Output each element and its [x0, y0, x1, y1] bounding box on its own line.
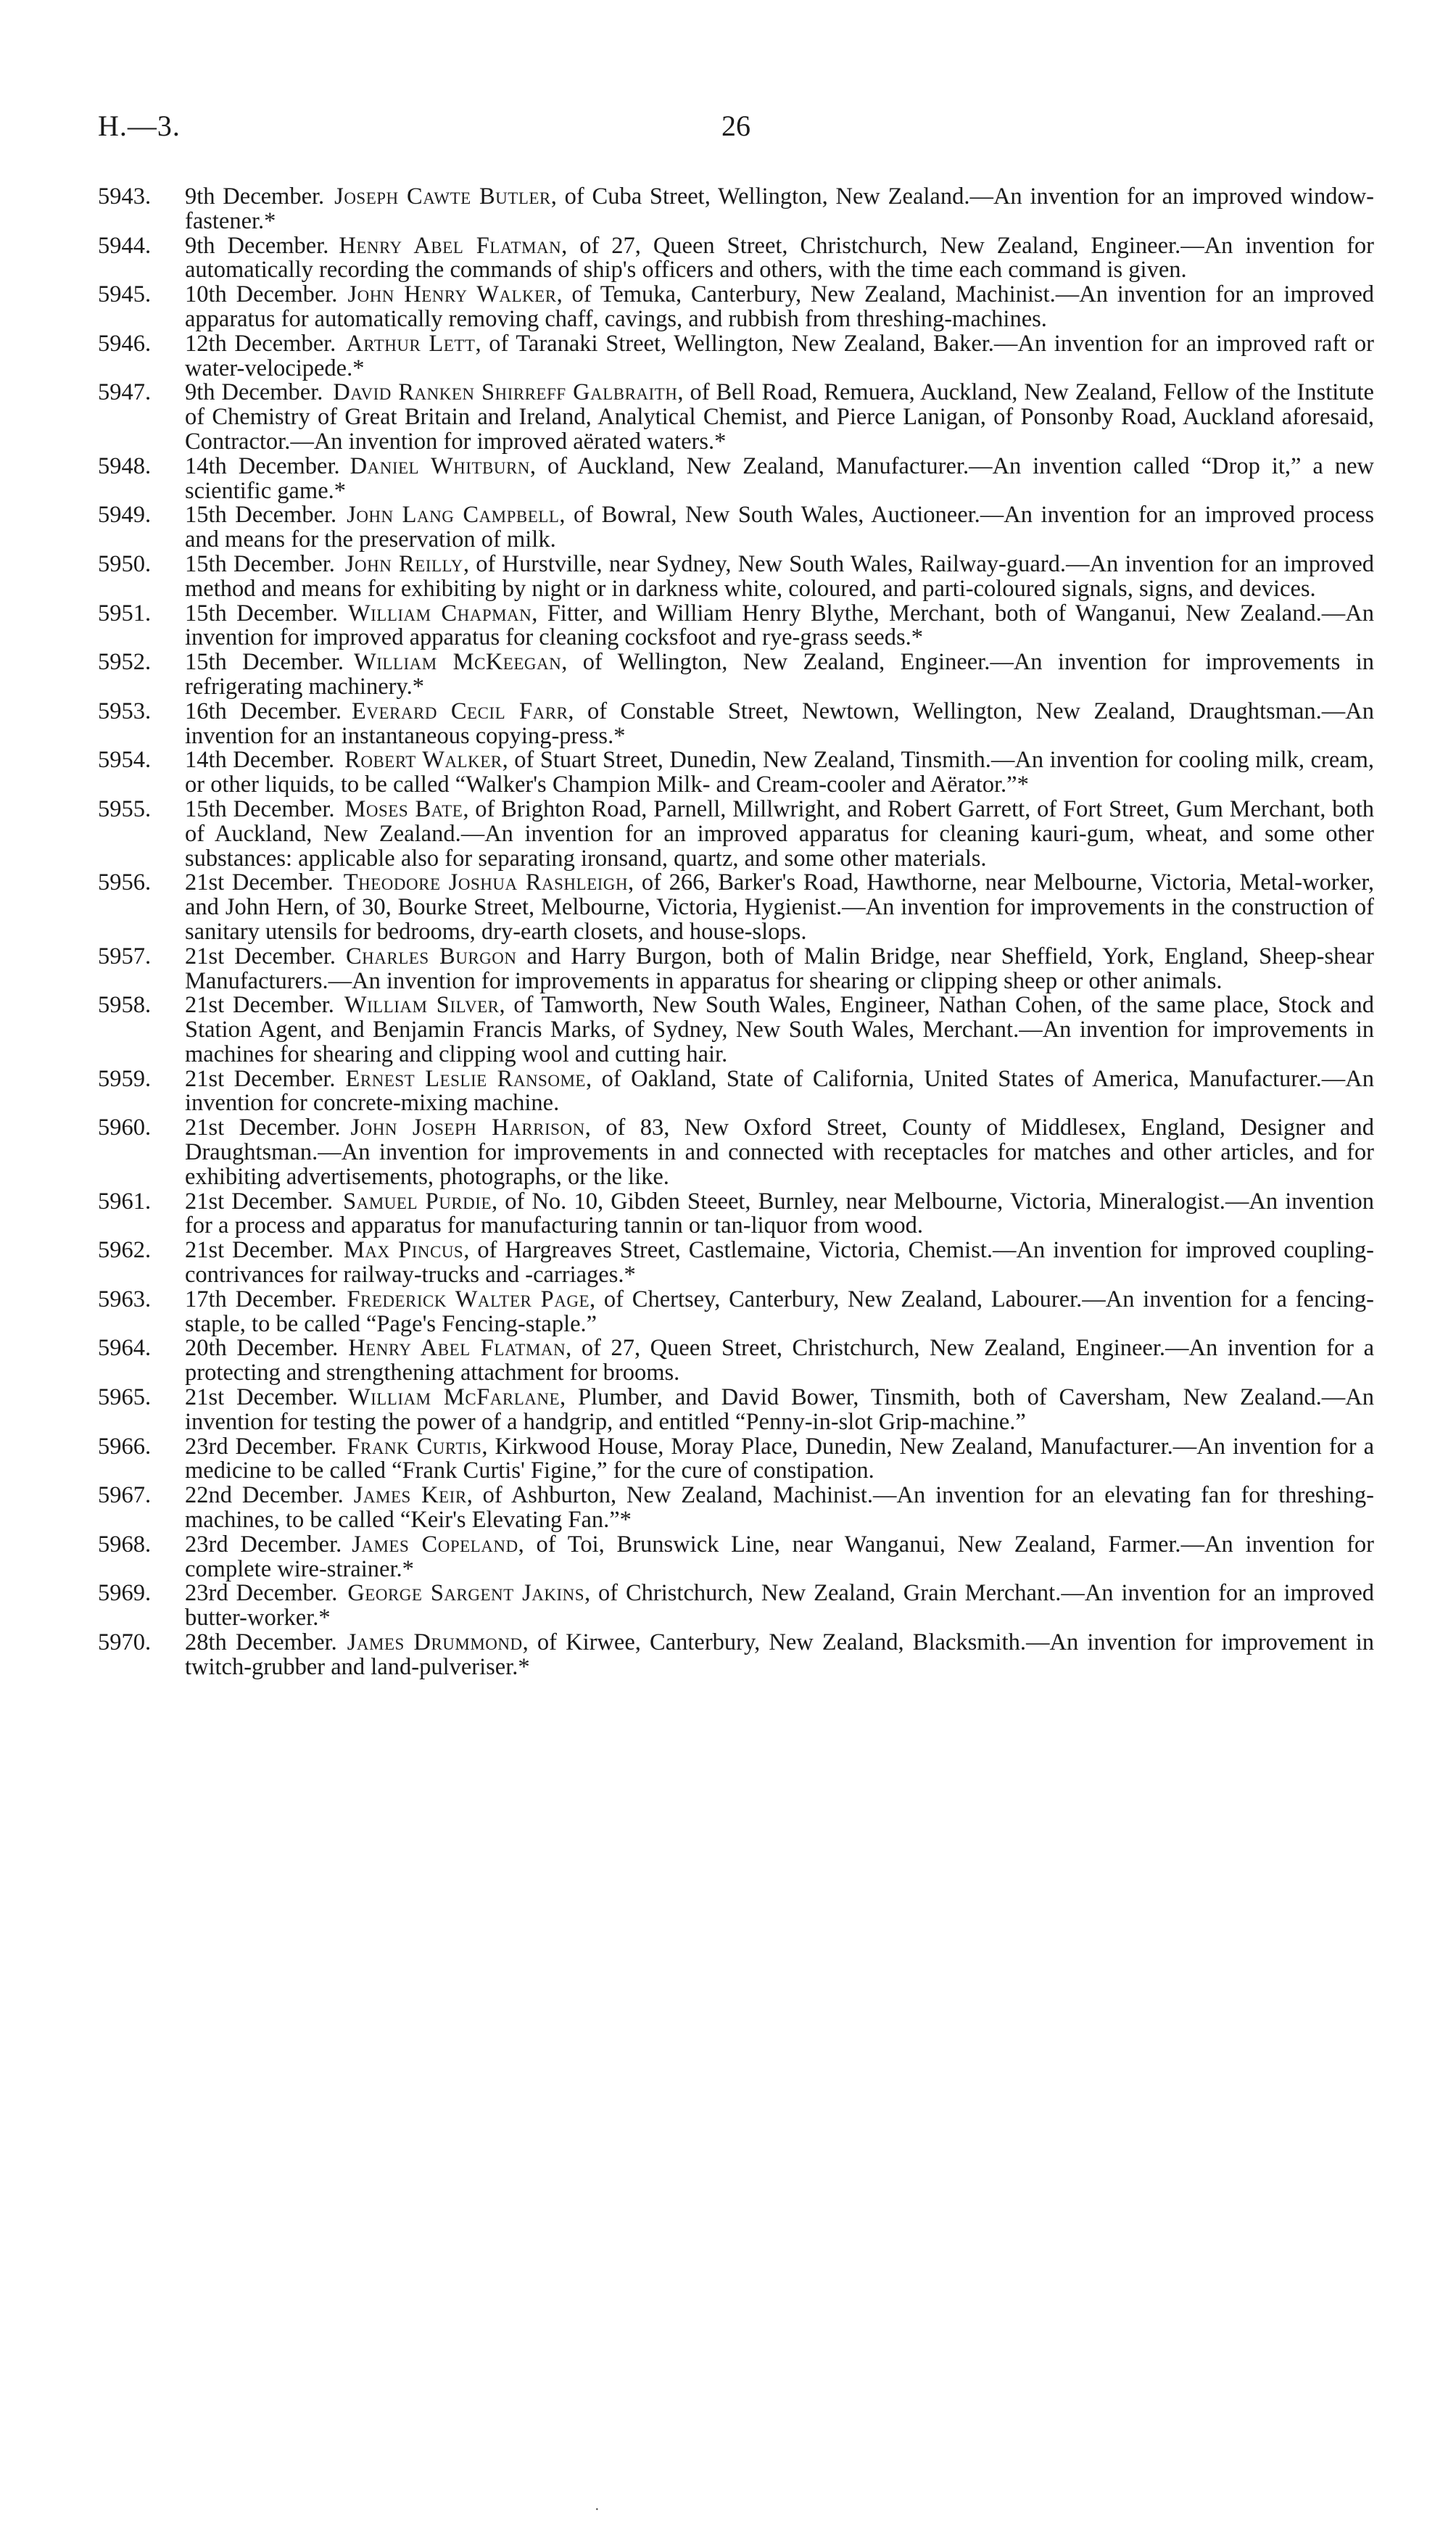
patent-entry [98, 1067, 1374, 1117]
applicant-name: Ernest Leslie Ransome [345, 1065, 586, 1092]
entry-description: , of Cuba Street, Wellington, New Zealand.—An invention for an improved window-fastener.* [185, 183, 1374, 234]
entry-number: 5961. [98, 1188, 152, 1215]
entry-description: , Kirkwood House, Moray Place, Dunedin, New Zealand, Manufacturer.—An invention for a medicine to be called “Frank Curtis' Figine,” for the cure of constipation. [185, 1433, 1374, 1484]
entry-body [185, 602, 1374, 651]
entry-date: 15th December. [185, 649, 344, 676]
entry-description: , of 83, New Oxford Street, County of Middlesex, England, Designer and Draughtsman.—An invention for improvements in and connected with receptacles for matches and other articles, and for exhibiting advertisements, photographs, or the like. [185, 1115, 1374, 1190]
entry-body [185, 1435, 1374, 1484]
entry-body [185, 1386, 1374, 1435]
patent-entry [98, 381, 1374, 454]
entry-date: 21st December. [185, 1065, 336, 1092]
entry-description: , of 27, Queen Street, Christchurch, New Zealand, Engineer.—An invention for a protecting and strengthening attachment for brooms. [185, 1335, 1374, 1386]
patent-entry [98, 1190, 1374, 1239]
entry-date: 14th December. [185, 452, 340, 479]
patent-entry [98, 602, 1374, 651]
entry-body [185, 503, 1374, 553]
patent-entry [98, 550, 1374, 602]
entry-number: 5960. [98, 1115, 152, 1141]
applicant-name: John Joseph Harrison [350, 1115, 585, 1141]
entry-description: , of Christchurch, New Zealand, Grain Merchant.—An invention for an improved butter-worker.* [185, 1580, 1374, 1632]
entry-description: , of Wellington, New Zealand, Engineer.—An invention for improvements in refrigerating machinery.* [185, 649, 1374, 700]
entry-number: 5955. [98, 795, 152, 822]
entry-number: 5965. [98, 1384, 152, 1411]
applicant-name: David Ranken Shirreff Galbraith [333, 379, 678, 406]
applicant-name: Henry Abel Flatman [348, 1335, 566, 1362]
entry-date: 9th December. [185, 379, 323, 406]
applicant-name: Henry Abel Flatman [339, 232, 562, 259]
entry-number: 5953. [98, 698, 152, 724]
entry-body [185, 1116, 1374, 1189]
patent-entry [98, 1238, 1374, 1288]
patent-entry [98, 795, 1374, 872]
applicant-name: Daniel Whitburn [349, 452, 530, 479]
page-number: 26 [721, 109, 750, 142]
entry-description: , of Hargreaves Street, Castlemaine, Victoria, Chemist.—An invention for improved coupling-contrivances for railway-trucks and -carriages.* [185, 1237, 1374, 1289]
applicant-name: Charles Burgon [345, 943, 517, 969]
patent-entry [98, 945, 1374, 994]
patent-entry [98, 1116, 1374, 1189]
entry-description: , of Stuart Street, Dunedin, New Zealand, Tinsmith.—An invention for cooling milk, cream, or other liquids, to be called “Walker's Champion Milk- and Cream-cooler and Aërator.”* [185, 747, 1375, 798]
entry-date: 21st December. [185, 992, 334, 1019]
applicant-name: Moses Bate [344, 795, 463, 822]
entry-date: 14th December. [185, 747, 335, 774]
applicant-name: William McFarlane [347, 1384, 561, 1411]
entry-date: 20th December. [185, 1335, 339, 1362]
entry-number: 5951. [98, 600, 152, 626]
entry-number: 5968. [98, 1531, 152, 1558]
document-reference: H.—3. [98, 109, 181, 142]
patent-entry [98, 185, 1374, 234]
entry-number: 5947. [98, 379, 152, 406]
entry-date: 17th December. [185, 1286, 337, 1312]
entry-body [185, 283, 1374, 332]
applicant-name: Arthur Lett [346, 330, 476, 357]
entry-number: 5958. [98, 992, 152, 1019]
entry-description: , of Bowral, New South Wales, Auctioneer.—An invention for an improved process and means for the preservation of milk. [185, 502, 1375, 553]
entry-number: 5962. [98, 1237, 152, 1264]
entry-body [185, 945, 1374, 994]
applicant-name: James Drummond [347, 1629, 523, 1656]
entry-date: 23rd December. [185, 1531, 342, 1558]
entry-date: 15th December. [185, 795, 335, 822]
applicant-name: John Reilly [344, 550, 463, 577]
entry-body [185, 234, 1374, 284]
entry-date: 9th December. [185, 183, 325, 210]
patent-entry [98, 1386, 1374, 1435]
entry-body [185, 700, 1374, 749]
applicant-name: George Sargent Jakins [347, 1580, 585, 1607]
applicant-name: Theodore Joshua Rashleigh [343, 869, 628, 896]
entry-body [185, 1288, 1374, 1337]
entry-body [185, 1533, 1374, 1582]
entry-description: , of Toi, Brunswick Line, near Wanganui, New Zealand, Farmer.—An invention for complete wire-strainer.* [185, 1531, 1374, 1582]
entry-date: 9th December. [185, 232, 329, 259]
applicant-name: James Keir [353, 1482, 467, 1509]
patent-entry [98, 748, 1374, 798]
footer-dot: · [595, 2502, 600, 2518]
applicant-name: Samuel Purdie [343, 1188, 492, 1215]
entry-number: 5966. [98, 1433, 152, 1460]
applicant-name: Joseph Cawte Butler [334, 183, 551, 210]
entry-date: 15th December. [185, 600, 338, 626]
patent-entry [98, 234, 1374, 284]
entry-number: 5948. [98, 452, 152, 479]
patent-entry [98, 1288, 1374, 1337]
entry-body [185, 1484, 1374, 1533]
entry-description: , of Kirwee, Canterbury, New Zealand, Blacksmith.—An invention for improvement in twitch-grubber and land-pulveriser.* [185, 1629, 1374, 1680]
entry-date: 15th December. [185, 502, 337, 529]
entry-body [185, 795, 1374, 872]
patent-entry-list [98, 185, 1374, 1680]
applicant-name: Robert Walker [344, 747, 502, 774]
entry-number: 5950. [98, 550, 152, 577]
entry-body [185, 452, 1374, 504]
entry-date: 12th December. [185, 330, 336, 357]
patent-entry [98, 1484, 1374, 1533]
entry-date: 28th December. [185, 1629, 337, 1656]
patent-entry [98, 452, 1374, 504]
entry-date: 16th December. [185, 698, 342, 724]
entry-number: 5946. [98, 330, 152, 357]
entry-date: 10th December. [185, 281, 338, 308]
patent-entry [98, 283, 1374, 332]
entry-date: 15th December. [185, 550, 335, 577]
entry-description: , of 266, Barker's Road, Hawthorne, near Melbourne, Victoria, Metal-worker, and John Hern, of 30, Bourke Street, Melbourne, Victoria, Hygienist.—An invention for improvements in the construction of sanitary utensils for bedrooms, dry-earth closets, and house-slops. [185, 869, 1374, 945]
patent-entry [98, 1533, 1374, 1582]
entry-number: 5964. [98, 1335, 152, 1362]
entry-description: , of No. 10, Gibden Steeet, Burnley, near Melbourne, Victoria, Mineralogist.—An invention for a process and apparatus for manufacturing tannin or tan-liquor from wood. [185, 1188, 1374, 1239]
entry-number: 5956. [98, 869, 152, 896]
applicant-name: William Silver [344, 992, 500, 1019]
entry-description: , of Taranaki Street, Wellington, New Zealand, Baker.—An invention for an improved raft or water-velocipede.* [185, 330, 1374, 381]
patent-entry [98, 871, 1374, 944]
entry-number: 5945. [98, 281, 152, 308]
entry-number: 5959. [98, 1065, 152, 1092]
entry-description: , of Auckland, New Zealand, Manufacturer.—An invention called “Drop it,” a new scientific game.* [185, 452, 1374, 504]
entry-date: 22nd December. [185, 1482, 344, 1509]
entry-description: , of Temuka, Canterbury, New Zealand, Machinist.—An invention for an improved apparatus for automatically removing chaff, cavings, and rubbish from threshing-machines. [185, 281, 1374, 332]
entry-body [185, 1238, 1374, 1288]
patent-entry [98, 1581, 1374, 1631]
entry-number: 5970. [98, 1629, 152, 1656]
applicant-name: Max Pincus [344, 1237, 464, 1264]
entry-description: , of Tamworth, New South Wales, Engineer, Nathan Cohen, of the same place, Stock and Station Agent, and Benjamin Francis Marks, of Sydney, New South Wales, Merchant.—An invention for improvements in machines for shearing and clipping wool and cutting hair. [185, 992, 1374, 1067]
entry-description: , of Bell Road, Remuera, Auckland, New Zealand, Fellow of the Institute of Chemistry of Great Britain and Ireland, Analytical Chemist, and Pierce Lanigan, of Ponsonby Road, Auckland aforesaid, Contractor.—An invention for improved aërated waters.* [185, 379, 1374, 455]
entry-body [185, 1336, 1374, 1386]
entry-body [185, 1631, 1374, 1680]
entry-number: 5949. [98, 502, 152, 529]
entry-date: 23rd December. [185, 1433, 337, 1460]
entry-number: 5943. [98, 183, 152, 210]
applicant-name: William Chapman [347, 600, 532, 626]
entry-body [185, 1190, 1374, 1239]
entry-date: 21st December. [185, 1188, 334, 1215]
applicant-name: William McKeegan [354, 649, 562, 676]
entry-number: 5969. [98, 1580, 152, 1607]
patent-entry [98, 993, 1374, 1067]
entry-body [185, 748, 1374, 798]
entry-body [185, 550, 1374, 602]
applicant-name: James Copeland [352, 1531, 518, 1558]
patent-entry [98, 650, 1374, 700]
patent-entry [98, 700, 1374, 749]
entry-description: , of Constable Street, Newtown, Wellington, New Zealand, Draughtsman.—An invention for an instantaneous copying-press.* [185, 698, 1375, 749]
entry-date: 21st December. [185, 869, 334, 896]
entry-date: 21st December. [185, 1384, 338, 1411]
entry-number: 5963. [98, 1286, 152, 1312]
entry-number: 5952. [98, 649, 152, 676]
entry-date: 21st December. [185, 943, 336, 969]
applicant-name: John Lang Campbell [347, 502, 560, 529]
entry-description: , of Hurstville, near Sydney, New South Wales, Railway-guard.—An invention for an improved method and means for exhibiting by night or in darkness white, coloured, and parti-coloured signals, signs, and devices. [185, 550, 1374, 602]
entry-date: 21st December. [185, 1115, 341, 1141]
entry-number: 5967. [98, 1482, 152, 1509]
entry-date: 23rd December. [185, 1580, 338, 1607]
entry-body [185, 185, 1374, 234]
entry-number: 5954. [98, 747, 152, 774]
entry-number: 5957. [98, 943, 152, 969]
applicant-name: Everard Cecil Farr [352, 698, 568, 724]
applicant-name: John Henry Walker [347, 281, 557, 308]
patent-entry [98, 1435, 1374, 1484]
patent-entry [98, 332, 1374, 381]
entry-description: and Harry Burgon, both of Malin Bridge, near Sheffield, York, England, Sheep-shear Manufacturers.—An invention for improvements in apparatus for shearing or clipping sheep or other animals. [185, 943, 1374, 994]
entry-date: 21st December. [185, 1237, 334, 1264]
patent-entry [98, 1631, 1374, 1680]
entry-body [185, 650, 1374, 700]
patent-entry [98, 503, 1374, 553]
entry-description: , of Chertsey, Canterbury, New Zealand, Labourer.—An invention for a fencing-staple, to be called “Page's Fencing-staple.” [185, 1286, 1374, 1337]
entry-number: 5944. [98, 232, 152, 259]
patent-entry [98, 1336, 1374, 1386]
entry-body [185, 1581, 1374, 1631]
applicant-name: Frederick Walter Page [347, 1286, 590, 1312]
entry-body [185, 1067, 1374, 1117]
entry-body [185, 381, 1374, 454]
entry-description: , of Brighton Road, Parnell, Millwright, and Robert Garrett, of Fort Street, Gum Merchant, both of Auckland, New Zealand.—An invention for an improved apparatus for cleaning kauri-gum, wheat, and some other substances: applicable also for separating ironsand, quartz, and some other materials. [185, 795, 1374, 872]
applicant-name: Frank Curtis [347, 1433, 482, 1460]
entry-description: , Plumber, and David Bower, Tinsmith, both of Caversham, New Zealand.—An invention for testing the power of a handgrip, and entitled “Penny-in-slot Grip-machine.” [185, 1384, 1374, 1435]
entry-body [185, 332, 1374, 381]
entry-body [185, 871, 1374, 944]
entry-description: , Fitter, and William Henry Blythe, Merchant, both of Wanganui, New Zealand.—An invention for improved apparatus for cleaning cocksfoot and rye-grass seeds.* [185, 600, 1374, 651]
entry-body [185, 993, 1374, 1067]
page-header [98, 109, 1374, 152]
entry-description: , of Oakland, State of California, United States of America, Manufacturer.—An invention for concrete-mixing machine. [185, 1065, 1374, 1117]
entry-description: , of Ashburton, New Zealand, Machinist.—An invention for an elevating fan for threshing-machines, to be called “Keir's Elevating Fan.”* [185, 1482, 1374, 1534]
entry-description: , of 27, Queen Street, Christchurch, New Zealand, Engineer.—An invention for automatically recording the commands of ship's officers and others, with the time each command is given. [185, 232, 1374, 284]
